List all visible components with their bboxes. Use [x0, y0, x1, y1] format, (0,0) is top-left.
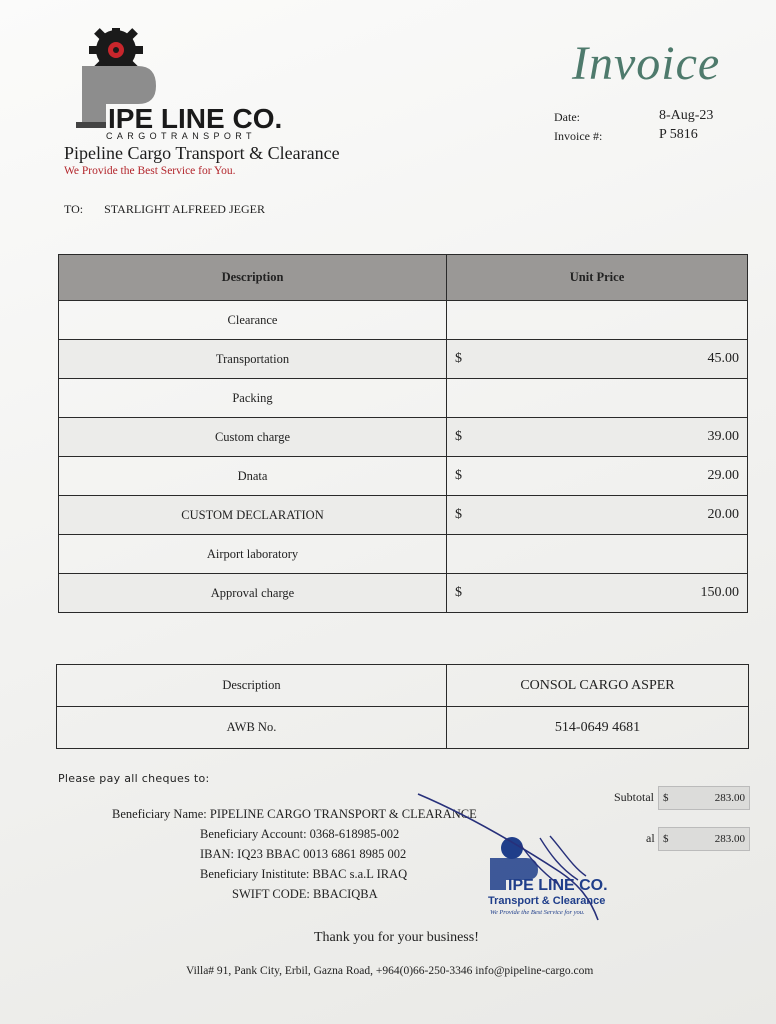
row-amount: 150.00: [700, 585, 739, 600]
recipient-row: [64, 202, 283, 217]
row-price: [447, 574, 748, 613]
items-table: [58, 254, 748, 613]
row-amount: 29.00: [707, 468, 739, 483]
row-price: [447, 301, 748, 340]
company-slogan: We Provide the Best Service for You.: [64, 165, 236, 177]
company-logo: [76, 28, 306, 140]
invoice-number-label: Invoice #:: [554, 129, 603, 143]
header-unit-price: Unit Price: [447, 255, 748, 301]
info-label: Description: [57, 665, 447, 707]
invoice-title: Invoice: [572, 37, 721, 90]
items-header-row: [59, 255, 748, 301]
currency-symbol: $: [455, 351, 462, 366]
row-amount: 20.00: [707, 507, 739, 522]
footer-contact: Villa# 91, Pank City, Erbil, Gazna Road, +964(0)66-250-3346 info@pipeline-cargo.com: [186, 965, 594, 977]
iban: IBAN: IQ23 BBAC 0013 6861 8985 002: [200, 847, 407, 861]
row-description: Clearance: [59, 301, 447, 340]
table-row: [57, 665, 749, 707]
thank-you-note: Thank you for your business!: [314, 930, 479, 945]
swift-code: SWIFT CODE: BBACIQBA: [232, 887, 378, 901]
subtotal-currency: $: [663, 792, 669, 804]
currency-symbol: $: [455, 585, 462, 600]
table-row: [57, 707, 749, 749]
info-value: CONSOL CARGO ASPER: [447, 665, 749, 707]
total-box: [658, 827, 750, 851]
subtotal-value: 283.00: [714, 792, 745, 804]
to-label: TO:: [64, 202, 84, 216]
beneficiary-name: Beneficiary Name: PIPELINE CARGO TRANSPORT & CLEARANCE: [112, 807, 477, 821]
row-price: [447, 379, 748, 418]
table-row: [59, 457, 748, 496]
info-label: AWB No.: [57, 707, 447, 749]
subtotal-box: [658, 786, 750, 810]
table-row: [59, 418, 748, 457]
table-row: [59, 496, 748, 535]
beneficiary-institute: Beneficiary Inistitute: BBAC s.a.L IRAQ: [200, 867, 408, 881]
row-description: Transportation: [59, 340, 447, 379]
table-row: [59, 379, 748, 418]
info-value: 514-0649 4681: [447, 707, 749, 749]
row-price: [447, 496, 748, 535]
table-row: [59, 535, 748, 574]
date-value: 8-Aug-23: [659, 108, 714, 123]
row-description: Dnata: [59, 457, 447, 496]
row-price: [447, 340, 748, 379]
total-currency: $: [663, 833, 669, 845]
table-row: [59, 301, 748, 340]
total-value: 283.00: [714, 833, 745, 845]
table-row: [59, 340, 748, 379]
date-label: Date:: [554, 110, 580, 124]
svg-text:CARGOTRANSPORT: CARGOTRANSPORT: [106, 131, 256, 140]
invoice-number-value: P 5816: [659, 127, 698, 142]
currency-symbol: $: [455, 507, 462, 522]
table-row: [59, 574, 748, 613]
row-amount: 45.00: [707, 351, 739, 366]
handwritten-signature: [400, 786, 610, 926]
svg-text:Transport & Clearance: Transport & Clearance: [488, 895, 606, 907]
svg-text:IPE LINE CO.: IPE LINE CO.: [508, 877, 608, 894]
row-description: Approval charge: [59, 574, 447, 613]
row-description: Packing: [59, 379, 447, 418]
beneficiary-account: Beneficiary Account: 0368-618985-002: [200, 827, 400, 841]
subtotal-label: Subtotal: [614, 790, 655, 804]
company-name: Pipeline Cargo Transport & Clearance: [64, 143, 340, 163]
total-label: al: [646, 831, 655, 845]
logo-wordmark: IPE LINE CO.: [108, 103, 283, 134]
row-price: [447, 535, 748, 574]
row-description: Custom charge: [59, 418, 447, 457]
payment-note: Please pay all cheques to:: [58, 772, 210, 785]
recipient-name: STARLIGHT ALFREED JEGER: [104, 202, 265, 216]
currency-symbol: $: [455, 468, 462, 483]
row-amount: 39.00: [707, 429, 739, 444]
header-description: Description: [59, 255, 447, 301]
shipment-info-table: [56, 664, 749, 749]
row-price: [447, 457, 748, 496]
currency-symbol: $: [455, 429, 462, 444]
row-description: CUSTOM DECLARATION: [59, 496, 447, 535]
svg-text:We Provide the Best Service fo: We Provide the Best Service for you.: [490, 909, 585, 916]
row-price: [447, 418, 748, 457]
row-description: Airport laboratory: [59, 535, 447, 574]
